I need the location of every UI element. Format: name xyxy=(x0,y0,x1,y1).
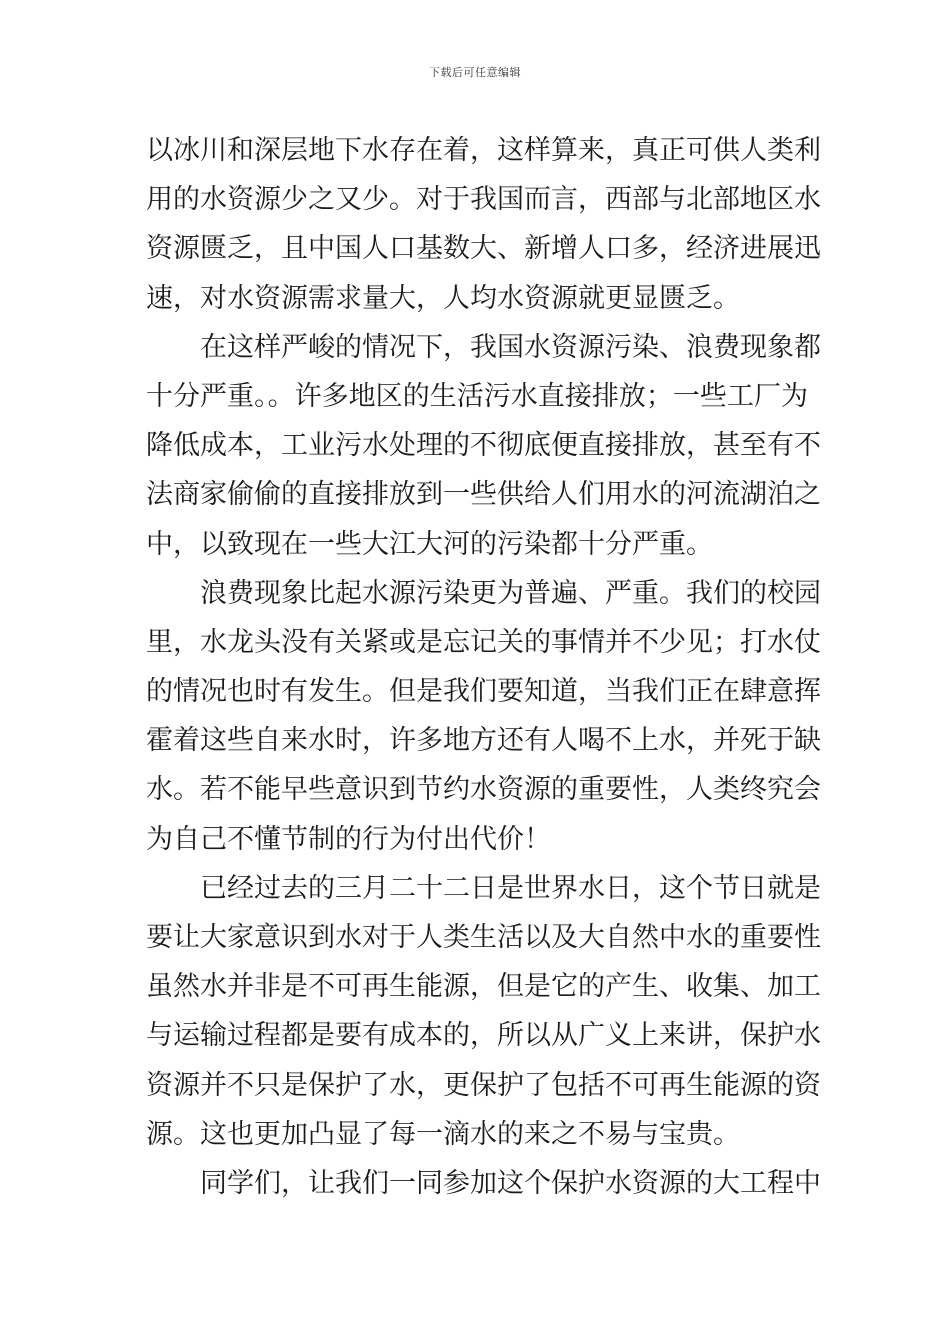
text-line: 与运输过程都是要有成本的，所以从广义上来讲，保护水 xyxy=(146,1020,821,1052)
text-line: 资源匮乏，且中国人口基数大、新增人口多，经济进展迅 xyxy=(146,233,821,265)
text-line: 资源并不只是保护了水，更保护了包括不可再生能源的资 xyxy=(146,1069,821,1101)
text-line: 法商家偷偷的直接排放到一些供给人们用水的河流湖泊之 xyxy=(146,479,821,511)
text-line: 虽然水并非是不可再生能源，但是它的产生、收集、加工 xyxy=(146,971,821,1003)
text-line: 中，以致现在一些大江大河的污染都十分严重。 xyxy=(146,528,713,560)
text-line: 的情况也时有发生。但是我们要知道，当我们正在肆意挥 xyxy=(146,676,821,708)
text-line: 水。若不能早些意识到节约水资源的重要性，人类终究会 xyxy=(146,774,821,806)
text-line: 以冰川和深层地下水存在着，这样算来，真正可供人类利 xyxy=(146,135,821,166)
text-line: 速，对水资源需求量大，人均水资源就更显匮乏。 xyxy=(146,282,740,314)
document-body xyxy=(146,126,821,1208)
text-line: 浪费现象比起水源污染更为普遍、严重。我们的校园 xyxy=(200,577,821,609)
text-line: 为自己不懂节制的行为付出代价！ xyxy=(146,823,551,855)
text-line: 十分严重。。许多地区的生活污水直接排放；一些工厂为 xyxy=(146,380,808,412)
text-line: 在这样严峻的情况下，我国水资源污染、浪费现象都 xyxy=(200,331,821,363)
text-line: 霍着这些自来水时，许多地方还有人喝不上水，并死于缺 xyxy=(146,725,821,757)
text-line: 同学们，让我们一同参加这个保护水资源的大工程中 xyxy=(200,1167,821,1199)
text-line: 里，水龙头没有关紧或是忘记关的事情并不少见；打水仗 xyxy=(146,626,821,658)
text-line: 用的水资源少之又少。对于我国而言，西部与北部地区水 xyxy=(146,184,821,216)
text-line: 降低成本，工业污水处理的不彻底便直接排放，甚至有不 xyxy=(146,430,821,462)
page-header: 下载后可任意编辑 xyxy=(429,66,521,79)
text-line: 已经过去的三月二十二日是世界水日，这个节日就是 xyxy=(200,872,821,904)
text-line: 要让大家意识到水对于人类生活以及大自然中水的重要性 xyxy=(146,922,821,953)
text-line: 源。这也更加凸显了每一滴水的来之不易与宝贵。 xyxy=(146,1118,740,1150)
